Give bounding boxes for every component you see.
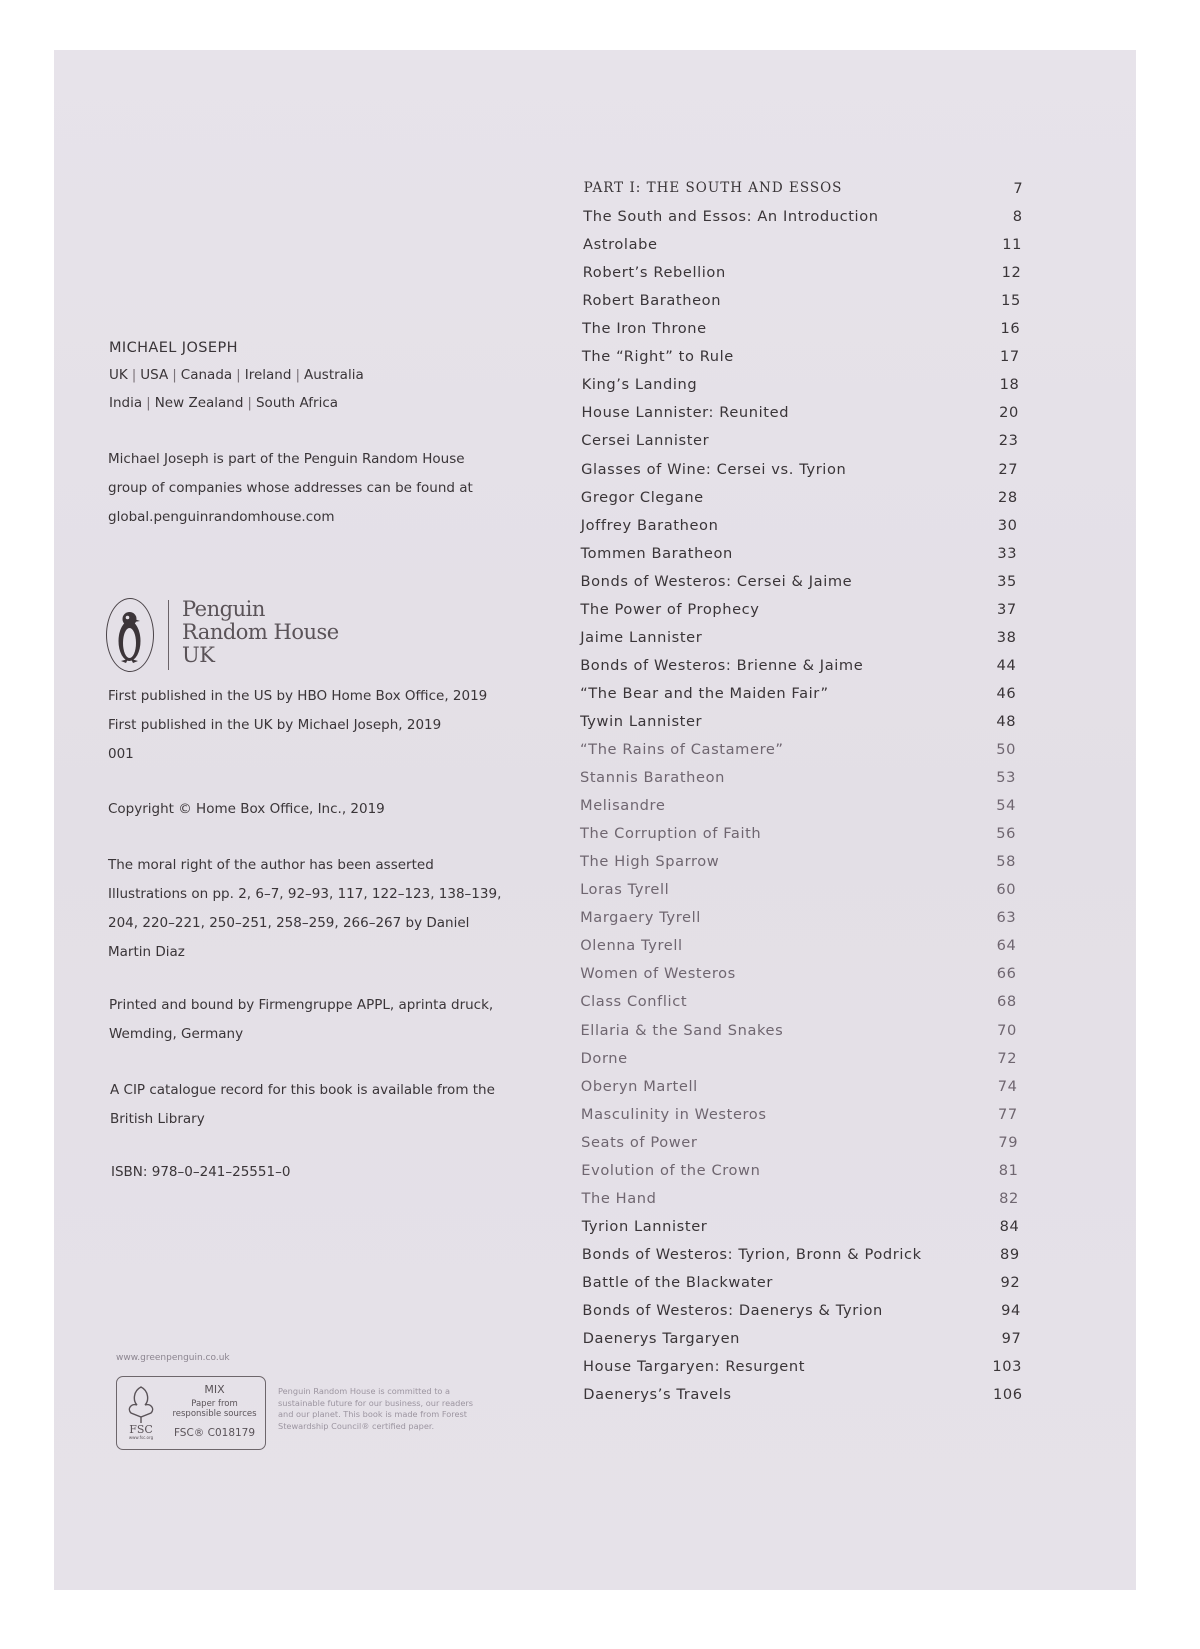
imprint-territories-line-2 — [109, 395, 338, 411]
toc-page-number: 66 — [996, 965, 1017, 983]
toc-title: The Hand — [581, 1189, 657, 1207]
toc-page-number: 30 — [997, 516, 1018, 534]
publication-line: First published in the US by HBO Home Box Office, 2019 — [108, 688, 488, 704]
toc-title: The South and Essos: An Introduction — [583, 208, 879, 226]
toc-title: The Iron Throne — [582, 320, 707, 338]
toc-entry — [580, 797, 1016, 825]
fsc-paper-line: Paper from — [191, 1399, 238, 1409]
toc-page-number: 63 — [996, 909, 1017, 927]
territory: Canada — [180, 367, 233, 383]
about-line: Michael Joseph is part of the Penguin Random House — [108, 451, 465, 467]
separator: | — [131, 367, 137, 383]
toc-title: Battle of the Blackwater — [582, 1273, 773, 1291]
toc-entry — [583, 236, 1022, 264]
separator: | — [295, 367, 300, 383]
publication-line: First published in the UK by Michael Joseph, 2019 — [108, 717, 442, 733]
toc-entry — [580, 825, 1016, 853]
fsc-mix: MIX — [204, 1383, 225, 1396]
toc-entry — [583, 208, 1023, 236]
rights-paragraph — [108, 851, 548, 967]
logo-word: Penguin — [182, 597, 265, 621]
toc-entry — [582, 1302, 1021, 1330]
toc-entry — [582, 1273, 1021, 1302]
toc-entry — [581, 1245, 1020, 1274]
toc-entry — [580, 993, 1017, 1021]
publication-info — [108, 682, 548, 769]
toc-title: Tommen Baratheon — [580, 544, 733, 562]
toc-entry — [580, 488, 1018, 517]
territory: Australia — [304, 367, 364, 383]
toc-title: Robert’s Rebellion — [582, 264, 726, 282]
toc-page-number: 72 — [997, 1049, 1018, 1067]
toc-title: Seats of Power — [581, 1133, 698, 1151]
toc-entry — [580, 628, 1017, 657]
fsc-paper-text — [167, 1399, 262, 1419]
fsc-tree-icon — [123, 1383, 159, 1441]
toc-page-number: 50 — [996, 741, 1017, 758]
toc-title: Bonds of Westeros: Brienne & Jaime — [580, 656, 864, 674]
about-line: global.penguinrandomhouse.com — [108, 509, 335, 525]
toc-page-number: 106 — [992, 1386, 1023, 1404]
toc-page-number: 56 — [996, 825, 1016, 843]
toc-title: Class Conflict — [580, 993, 688, 1011]
toc-entry — [580, 909, 1017, 937]
about-line: group of companies whose addresses can be found at — [108, 480, 473, 496]
toc-title: Evolution of the Crown — [581, 1161, 761, 1179]
toc-page-number: 92 — [1000, 1273, 1021, 1291]
toc-title: Jaime Lannister — [580, 628, 703, 646]
toc-entry — [580, 600, 1017, 629]
fsc-url: www.fsc.org — [128, 1435, 154, 1440]
printer-line: Printed and bound by Firmengruppe APPL, aprinta druck, — [109, 997, 494, 1013]
toc-page-number: 54 — [996, 797, 1016, 815]
toc-entry — [582, 320, 1021, 348]
toc-page-number: 23 — [998, 432, 1019, 450]
fsc-note-line: and our planet. This book is made from Forest — [278, 1409, 467, 1419]
toc-page-number: 64 — [996, 937, 1017, 955]
logo-wordmark — [182, 598, 339, 667]
toc-title: Joffrey Baratheon — [580, 516, 719, 534]
toc-page-number: 82 — [999, 1189, 1019, 1207]
penguin-random-house-logo — [106, 598, 366, 678]
separator: | — [172, 367, 177, 383]
toc-page-number: 60 — [996, 881, 1017, 899]
toc-entry — [580, 1049, 1018, 1078]
cip-paragraph — [110, 1076, 550, 1134]
toc-entry — [580, 741, 1017, 769]
toc-page-number: 103 — [992, 1358, 1022, 1376]
toc-page-number: 79 — [998, 1133, 1019, 1151]
toc-title: Women of Westeros — [580, 965, 736, 983]
toc-title: Astrolabe — [583, 236, 658, 254]
toc-title: “The Rains of Castamere” — [580, 741, 784, 758]
territory: South Africa — [255, 395, 339, 411]
fsc-note — [278, 1386, 478, 1432]
toc-page-number: 44 — [996, 656, 1017, 674]
printer-line: Wemding, Germany — [109, 1026, 244, 1042]
toc-entry — [581, 460, 1019, 489]
toc-entry — [580, 1077, 1018, 1106]
toc-page-number: 37 — [996, 600, 1017, 618]
toc-entry — [580, 656, 1017, 685]
book-page — [54, 50, 1136, 1590]
printer-paragraph — [109, 991, 549, 1049]
toc-title: Olenna Tyrell — [580, 937, 683, 955]
toc-entry — [581, 376, 1020, 404]
toc-title: Dorne — [580, 1049, 628, 1067]
copyright-column — [54, 50, 574, 1590]
isbn: ISBN: 978–0–241–25551–0 — [111, 1164, 291, 1180]
fsc-badge — [116, 1376, 266, 1450]
toc-entry — [580, 853, 1017, 881]
fsc-paper-line: responsible sources — [172, 1409, 257, 1419]
fsc-label: FSC — [129, 1423, 153, 1436]
toc-entry — [583, 1358, 1022, 1386]
toc-title: House Lannister: Reunited — [581, 404, 790, 422]
toc-title: Oberyn Martell — [580, 1077, 698, 1095]
toc-page-number: 7 — [1013, 180, 1024, 197]
toc-title: Robert Baratheon — [582, 292, 722, 310]
toc-entry — [581, 432, 1019, 460]
toc-page-number: 94 — [1001, 1302, 1021, 1319]
toc-entry — [580, 965, 1017, 993]
toc-entry — [580, 572, 1017, 601]
toc-page-number: 33 — [997, 544, 1018, 562]
toc-title: PART I: THE SOUTH AND ESSOS — [583, 180, 843, 196]
toc-page-number: 18 — [999, 376, 1020, 394]
logo-word: UK — [182, 643, 215, 667]
toc-title: Melisandre — [580, 797, 666, 815]
fsc-code: FSC® C018179 — [173, 1427, 256, 1439]
toc-page-number: 28 — [998, 488, 1018, 506]
toc-page-number: 15 — [1001, 292, 1021, 310]
toc-page-number: 48 — [996, 712, 1017, 730]
toc-title: Cersei Lannister — [581, 432, 710, 450]
toc-title: The “Right” to Rule — [581, 348, 734, 366]
toc-page-number: 53 — [996, 769, 1016, 787]
toc-page-number: 77 — [998, 1105, 1018, 1123]
logo-word: Random House — [182, 620, 339, 644]
rights-line: 204, 220–221, 250–251, 258–259, 266–267 by Daniel — [108, 915, 470, 931]
separator: | — [236, 367, 241, 383]
imprint-name: MICHAEL JOSEPH — [109, 340, 238, 356]
toc-title: Masculinity in Westeros — [580, 1105, 767, 1123]
toc-title: Bonds of Westeros: Cersei & Jaime — [580, 572, 853, 590]
toc-page-number: 46 — [996, 684, 1017, 702]
toc-page-number: 27 — [998, 460, 1019, 478]
territory: New Zealand — [154, 395, 244, 411]
toc-page-number: 20 — [999, 404, 1019, 422]
toc-title: Bonds of Westeros: Daenerys & Tyrion — [582, 1302, 883, 1319]
toc-entry — [580, 881, 1017, 909]
toc-page-number: 12 — [1001, 264, 1022, 282]
toc-page-number: 16 — [1000, 320, 1021, 338]
toc-entry — [583, 1386, 1023, 1414]
territory: UK — [109, 367, 128, 383]
toc-entry — [580, 1105, 1018, 1134]
toc-title: Gregor Clegane — [580, 488, 704, 506]
green-penguin-url: www.greenpenguin.co.uk — [116, 1353, 230, 1363]
toc-title: Stannis Baratheon — [580, 769, 725, 787]
toc-entry — [580, 544, 1018, 573]
toc-title: King’s Landing — [581, 376, 698, 394]
toc-entry — [580, 937, 1017, 965]
toc-title: The Corruption of Faith — [580, 825, 762, 843]
toc-page-number: 97 — [1001, 1330, 1022, 1348]
toc-entry — [581, 1133, 1019, 1162]
penguin-icon — [106, 598, 154, 672]
toc-entry — [581, 404, 1019, 432]
toc-page-number: 68 — [996, 993, 1017, 1011]
toc-title: Bonds of Westeros: Tyrion, Bronn & Podrick — [581, 1245, 922, 1263]
toc-page-number: 11 — [1002, 236, 1022, 254]
about-paragraph — [108, 445, 548, 532]
toc-page-number: 8 — [1012, 208, 1023, 226]
territory: USA — [140, 367, 169, 383]
toc-page-number: 17 — [1000, 348, 1020, 366]
separator: | — [146, 395, 151, 411]
toc-entry — [580, 516, 1018, 545]
toc-entry — [581, 1161, 1019, 1190]
toc-page-number: 58 — [996, 853, 1017, 871]
logo-divider — [168, 600, 169, 670]
toc-title: Tyrion Lannister — [581, 1217, 708, 1235]
cip-line: British Library — [110, 1111, 205, 1127]
rights-line: The moral right of the author has been asserted — [108, 857, 434, 873]
rights-line: Illustrations on pp. 2, 6–7, 92–93, 117, 122–123, 138–139, — [108, 886, 502, 902]
toc-page-number: 35 — [997, 572, 1017, 590]
toc-title: “The Bear and the Maiden Fair” — [580, 684, 829, 702]
fsc-note-line: sustainable future for our business, our readers — [278, 1397, 474, 1408]
toc-entry — [581, 1217, 1020, 1246]
fsc-note-line: Stewardship Council® certified paper. — [278, 1420, 435, 1431]
toc-part-heading — [583, 180, 1024, 208]
toc-entry — [580, 1021, 1017, 1050]
toc-title: Loras Tyrell — [580, 881, 670, 899]
toc-entry — [581, 348, 1020, 376]
toc-page-number: 89 — [1000, 1245, 1020, 1263]
toc-entry — [580, 712, 1017, 741]
toc-title: Margaery Tyrell — [580, 909, 701, 927]
toc-entry — [582, 292, 1021, 320]
toc-title: Daenerys’s Travels — [583, 1386, 732, 1404]
toc-title: Glasses of Wine: Cersei vs. Tyrion — [581, 460, 847, 478]
toc-title: The Power of Prophecy — [580, 600, 760, 618]
copyright-notice: Copyright © Home Box Office, Inc., 2019 — [108, 801, 385, 817]
cip-line: A CIP catalogue record for this book is available from the — [110, 1082, 495, 1098]
toc-title: Tywin Lannister — [580, 712, 703, 730]
territory: Ireland — [244, 367, 292, 383]
fsc-note-line: Penguin Random House is committed to a — [278, 1386, 451, 1396]
toc-title: House Targaryen: Resurgent — [583, 1358, 806, 1376]
separator: | — [247, 395, 252, 411]
toc-title: Daenerys Targaryen — [582, 1330, 741, 1348]
toc-page-number: 74 — [997, 1077, 1018, 1095]
imprint-territories-line-1 — [109, 367, 364, 383]
toc-entry — [582, 264, 1022, 292]
toc-entry — [582, 1330, 1022, 1358]
toc-page-number: 70 — [997, 1021, 1017, 1039]
toc-page-number: 38 — [996, 628, 1017, 646]
toc-entry — [581, 1189, 1019, 1218]
toc-entry — [580, 684, 1017, 713]
toc-title: Ellaria & the Sand Snakes — [580, 1021, 784, 1039]
territory: India — [109, 395, 143, 411]
toc-page-number: 81 — [998, 1161, 1019, 1179]
toc-page-number: 84 — [999, 1217, 1020, 1235]
print-number: 001 — [108, 746, 134, 762]
rights-line: Martin Diaz — [108, 944, 185, 960]
toc-title: The High Sparrow — [580, 853, 720, 871]
toc-entry — [580, 769, 1016, 797]
